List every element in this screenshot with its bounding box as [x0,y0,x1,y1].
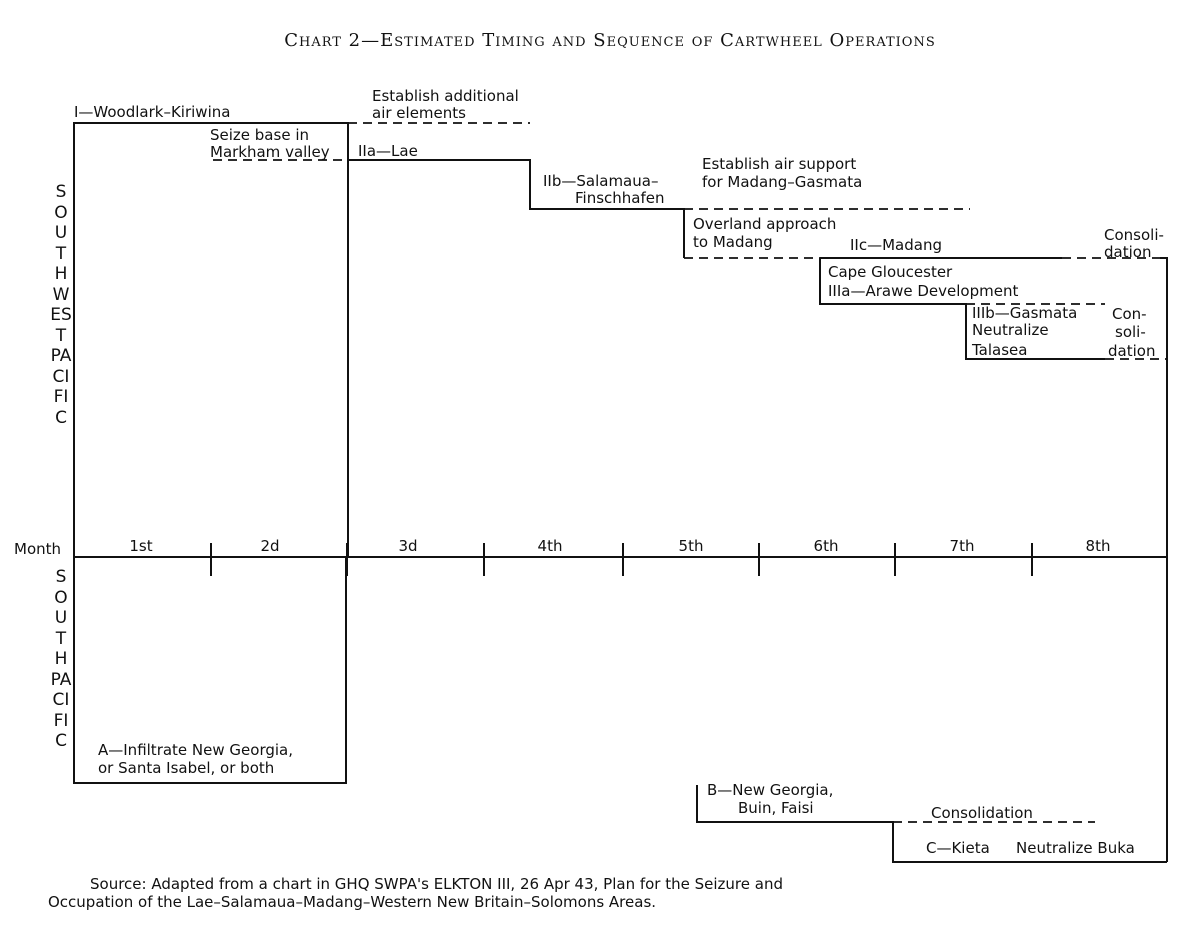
op-consolidation-b-line1: Con- [1112,305,1147,323]
op-lae: IIa—Lae [358,142,418,160]
op-madang: IIc—Madang [850,236,942,254]
op-consolidation-b-line3: dation [1108,342,1156,360]
month-label-1: 1st [129,537,153,555]
op-neutralize-buka: Neutralize Buka [1016,839,1135,857]
source-note [48,875,1048,911]
month-label-3: 3d [398,537,418,555]
op-neutralize: Neutralize [972,321,1049,339]
month-label-7: 7th [949,537,975,555]
chart-title: Chart 2—Estimated Timing and Sequence of Cartwheel Operations [284,30,936,51]
month-axis-label: Month [14,540,62,558]
month-label-8: 8th [1085,537,1111,555]
op-overland-line1: Overland approach [693,215,837,233]
op-arawe: IIIa—Arawe Development [828,282,1019,300]
month-label-4: 4th [537,537,563,555]
op-kieta: C—Kieta [926,839,990,857]
op-air-elements-line2: air elements [372,104,466,122]
south-pacific-label: SOUTH PACIFIC [50,567,73,751]
op-new-georgia-line1: B—New Georgia, [707,781,834,799]
final-boundary [1160,258,1167,862]
month-label-6: 6th [813,537,839,555]
op-salamaua-line1: IIb—Salamaua– [543,172,659,190]
op-cape-gloucester: Cape Gloucester [828,263,953,281]
op-consolidation-a-line2: dation [1104,243,1152,261]
op-gasmata: IIIb—Gasmata [972,304,1078,322]
op-infiltrate-line2: or Santa Isabel, or both [98,759,275,777]
op-infiltrate-line1: A—Infiltrate New Georgia, [98,741,293,759]
op-air-elements-line1: Establish additional [372,87,519,105]
op-salamaua-line2: Finschhafen [575,189,665,207]
southwest-pacific-label: SOUTHWEST PACIFIC [50,182,72,428]
op-markham-line1: Seize base in [210,126,309,144]
op-overland-line2: to Madang [693,233,773,251]
month-label-2: 2d [260,537,280,555]
op-markham-line2: Markham valley [210,143,330,161]
op-air-support-line2: for Madang–Gasmata [702,173,863,191]
source-line-2: Occupation of the Lae–Salamaua–Madang–Western New Britain–Solomons Areas. [48,893,657,911]
month-label-5: 5th [678,537,704,555]
op-spa-consolidation: Consolidation [931,804,1033,822]
op-consolidation-a-line1: Consoli- [1104,226,1164,244]
source-line-1: Source: Adapted from a chart in GHQ SWPA's ELKTON III, 26 Apr 43, Plan for the Seizure and [90,875,783,893]
op-new-georgia-line2: Buin, Faisi [738,799,814,817]
op-talasea: Talasea [972,341,1028,359]
op-air-support-line1: Establish air support [702,155,857,173]
op-consolidation-b-line2: soli- [1115,323,1146,341]
op-woodlark: I—Woodlark–Kiriwina [74,103,231,121]
woodlark-block [74,123,348,557]
